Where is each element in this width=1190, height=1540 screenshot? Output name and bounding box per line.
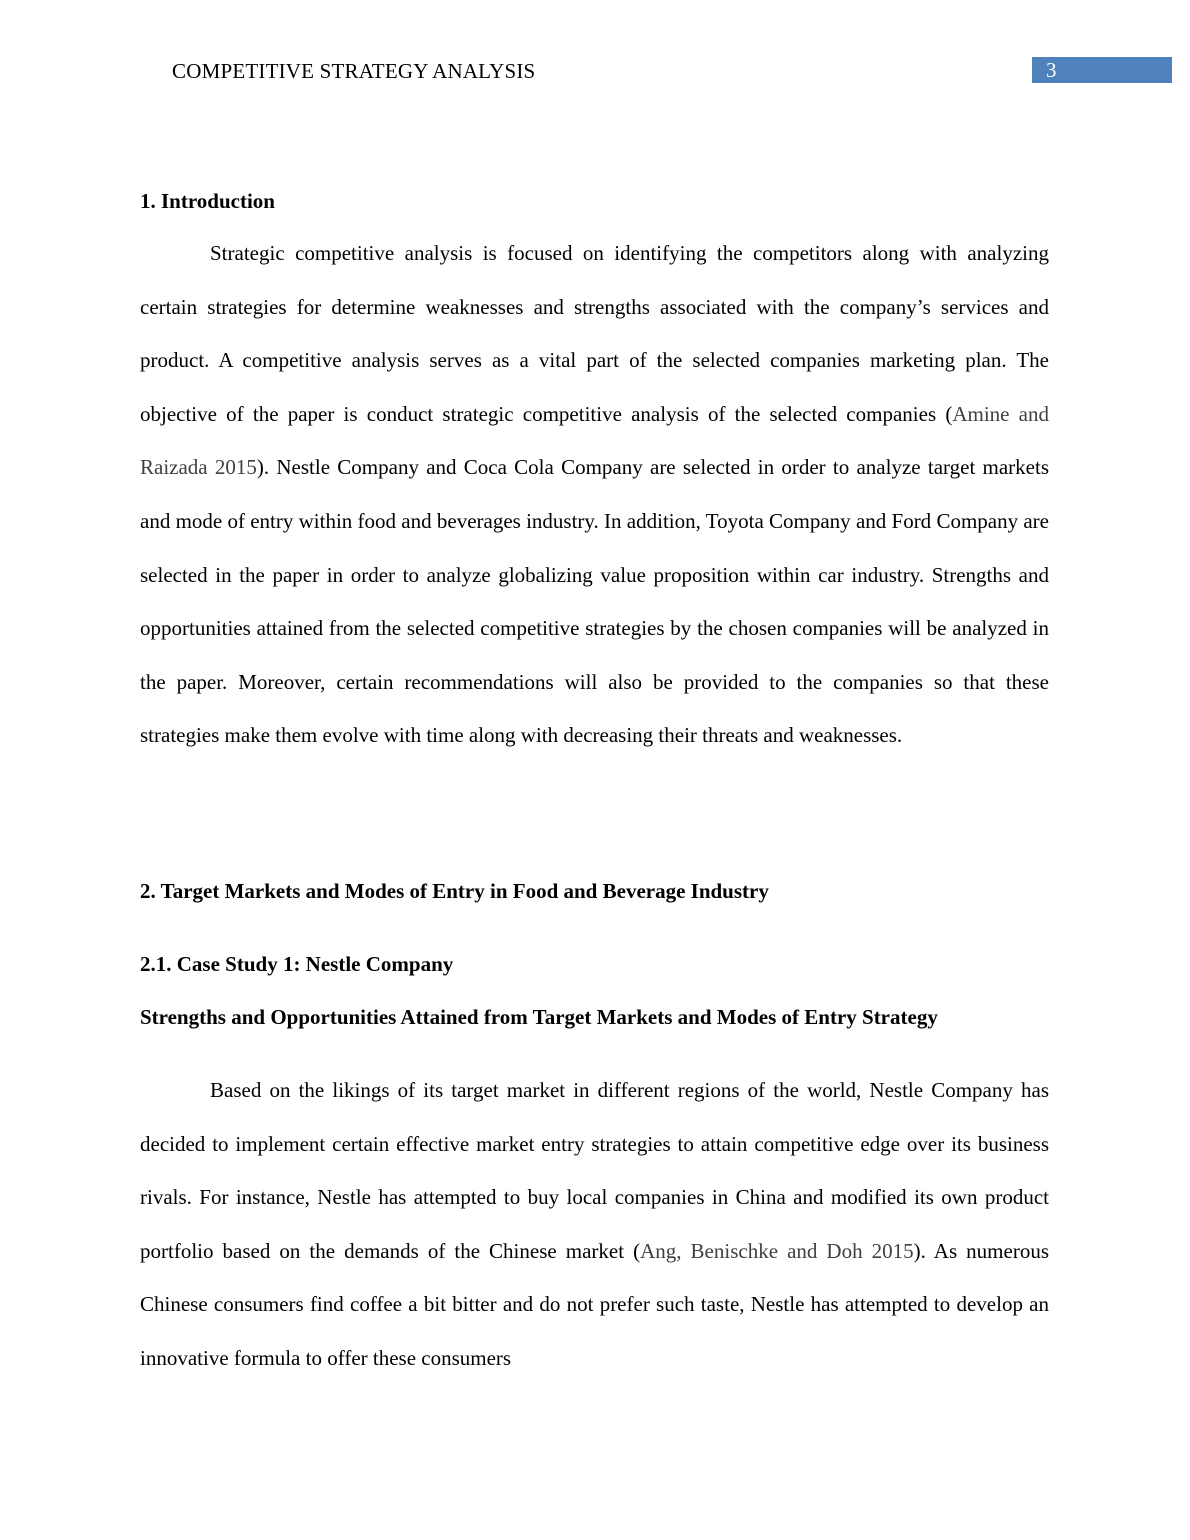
citation: Ang, Benischke and Doh 2015 bbox=[640, 1238, 914, 1263]
section-heading-target-markets: 2. Target Markets and Modes of Entry in Food and Beverage Industry bbox=[140, 879, 769, 903]
paragraph-text: Based on the likings of its target market in different regions of the world, Nestle Company has decided to implement certain effective market entry strategies to attain competitive edge over its business rivals. For instance, Nestle has attempted to buy local companies in China and modified its own product portfolio based on the demands of the Chinese market ( bbox=[140, 1078, 1049, 1263]
paragraph-text: ). Nestle Company and Coca Cola Company are selected in order to analyze target markets and mode of entry within food and beverages industry. In addition, Toyota Company and Ford Company are selected in the paper in order to analyze globalizing value proposition within car industry. Strengths and opportunities attained from the selected competitive strategies by the chosen companies will be analyzed in the paper. Moreover, certain recommendations will also be provided to the companies so that these strategies make them evolve with time along with decreasing their threats and weaknesses. bbox=[140, 455, 1050, 748]
subsubsection-heading-strengths: Strengths and Opportunities Attained from Target Markets and Modes of Entry Strategy bbox=[140, 1005, 938, 1029]
page-number-badge bbox=[1032, 57, 1172, 83]
section-heading-introduction: 1. Introduction bbox=[140, 189, 275, 213]
introduction-paragraph bbox=[140, 227, 1049, 763]
running-head: COMPETITIVE STRATEGY ANALYSIS bbox=[172, 59, 536, 83]
citation: Amine and Raizada 2015 bbox=[140, 401, 1049, 480]
page-number: 3 bbox=[1046, 58, 1057, 82]
paragraph-text: Strategic competitive analysis is focused on identifying the competitors along with analyzing certain strategies for determine weaknesses and strengths associated with the company’s services and product. A competitive analysis serves as a vital part of the selected companies marketing plan. The objective of the paper is conduct strategic competitive analysis of the selected companies ( bbox=[140, 241, 1049, 426]
subsection-heading-nestle: 2.1. Case Study 1: Nestle Company bbox=[140, 952, 454, 976]
paragraph-text: ). As numerous Chinese consumers find coffee a bit bitter and do not prefer such taste, Nestle has attempted to develop an innovative formula to offer these consumers bbox=[140, 1238, 1049, 1370]
nestle-paragraph bbox=[140, 1064, 1049, 1386]
